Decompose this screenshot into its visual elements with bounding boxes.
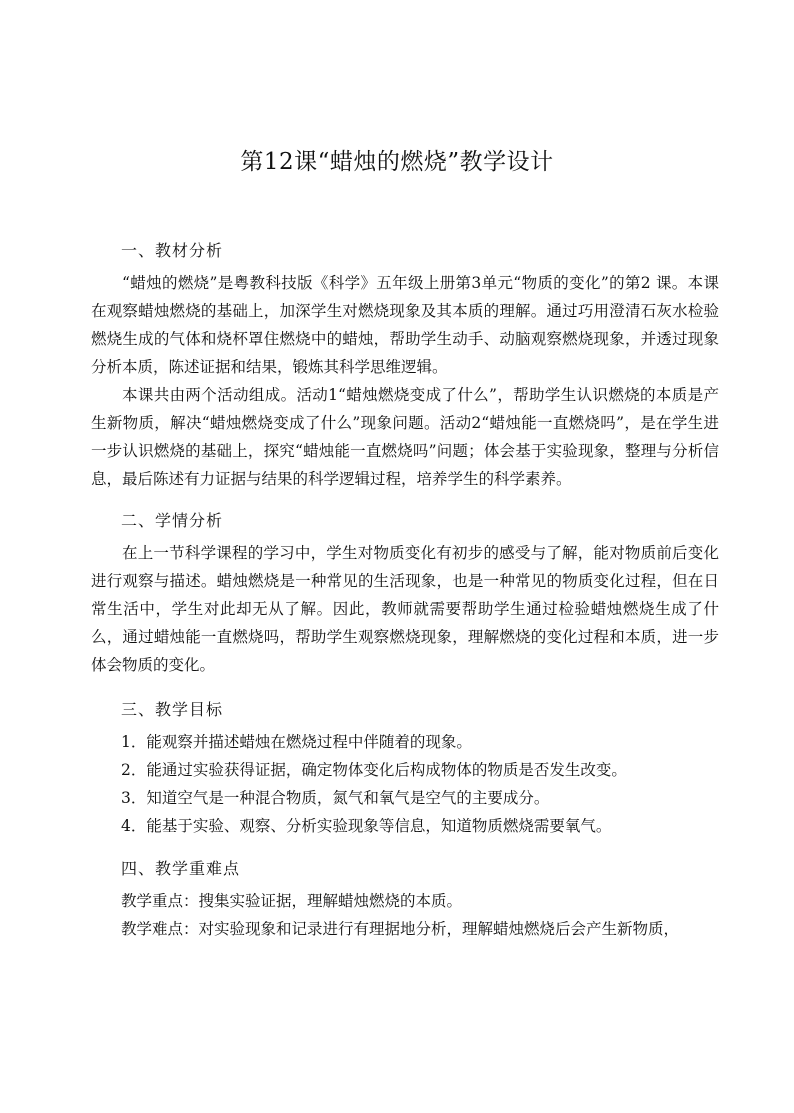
paragraph: 本课共由两个活动组成。活动1“蜡烛燃烧变成了什么”，帮助学生认识燃烧的本质是产生新物质，解决“蜡烛燃烧变成了什么”现象问题。活动2“蜡烛能一直燃烧吗”，是在学生进一步认识燃烧的基础上，探究“蜡烛能一直燃烧吗”问题；体会基于实验现象，整理与分析信息，最后陈述有力证据与结果的科学逻辑过程，培养学生的科学素养。 bbox=[91, 386, 719, 488]
document-title: 第12课“蜡烛的燃烧”教学设计 bbox=[240, 149, 554, 175]
objective-item: 1．能观察并描述蜡烛在燃烧过程中伴随着的现象。 bbox=[121, 733, 472, 751]
objective-item: 3．知道空气是一种混合物质，氮气和氧气是空气的主要成分。 bbox=[121, 789, 550, 807]
section-heading: 二、学情分析 bbox=[121, 511, 224, 530]
section-teaching-objectives bbox=[91, 696, 719, 840]
section-student-analysis bbox=[91, 507, 719, 679]
section-heading: 四、教学重难点 bbox=[121, 859, 241, 878]
section-heading: 一、教材分析 bbox=[121, 241, 224, 260]
section-textbook-analysis bbox=[91, 237, 719, 493]
key-point-line: 教学重点：搜集实验证据，理解蜡烛燃烧的本质。 bbox=[121, 892, 463, 910]
paragraph: “蜡烛的燃烧”是粤教科技版《科学》五年级上册第3单元“物质的变化”的第2 课。本课在观察蜡烛燃烧的基础上，加深学生对燃烧现象及其本质的理解。通过巧用澄清石灰水检验燃烧生成的气体和烧杯罩住燃烧中的蜡烛，帮助学生动手、动脑观察燃烧现象，并透过现象分析本质，陈述证据和结果，锻炼其科学思维逻辑。 bbox=[91, 274, 719, 376]
difficulty-line: 教学难点：对实验现象和记录进行有理据地分析，理解蜡烛燃烧后会产生新物质， bbox=[121, 920, 680, 938]
objective-item: 2．能通过实验获得证据，确定物体变化后构成物体的物质是否发生改变。 bbox=[121, 761, 627, 779]
paragraph: 在上一节科学课程的学习中，学生对物质变化有初步的感受与了解，能对物质前后变化进行观察与描述。蜡烛燃烧是一种常见的生活现象，也是一种常见的物质变化过程，但在日常生活中，学生对此却无从了解。因此，教师就需要帮助学生通过检验蜡烛燃烧生成了什么，通过蜡烛能一直燃烧吗，帮助学生观察燃烧现象，理解燃烧的变化过程和本质，进一步体会物质的变化。 bbox=[91, 544, 719, 674]
section-key-difficulties bbox=[91, 855, 719, 943]
objective-item: 4．能基于实验、观察、分析实验现象等信息，知道物质燃烧需要氧气。 bbox=[121, 817, 612, 835]
section-heading: 三、教学目标 bbox=[121, 700, 224, 719]
